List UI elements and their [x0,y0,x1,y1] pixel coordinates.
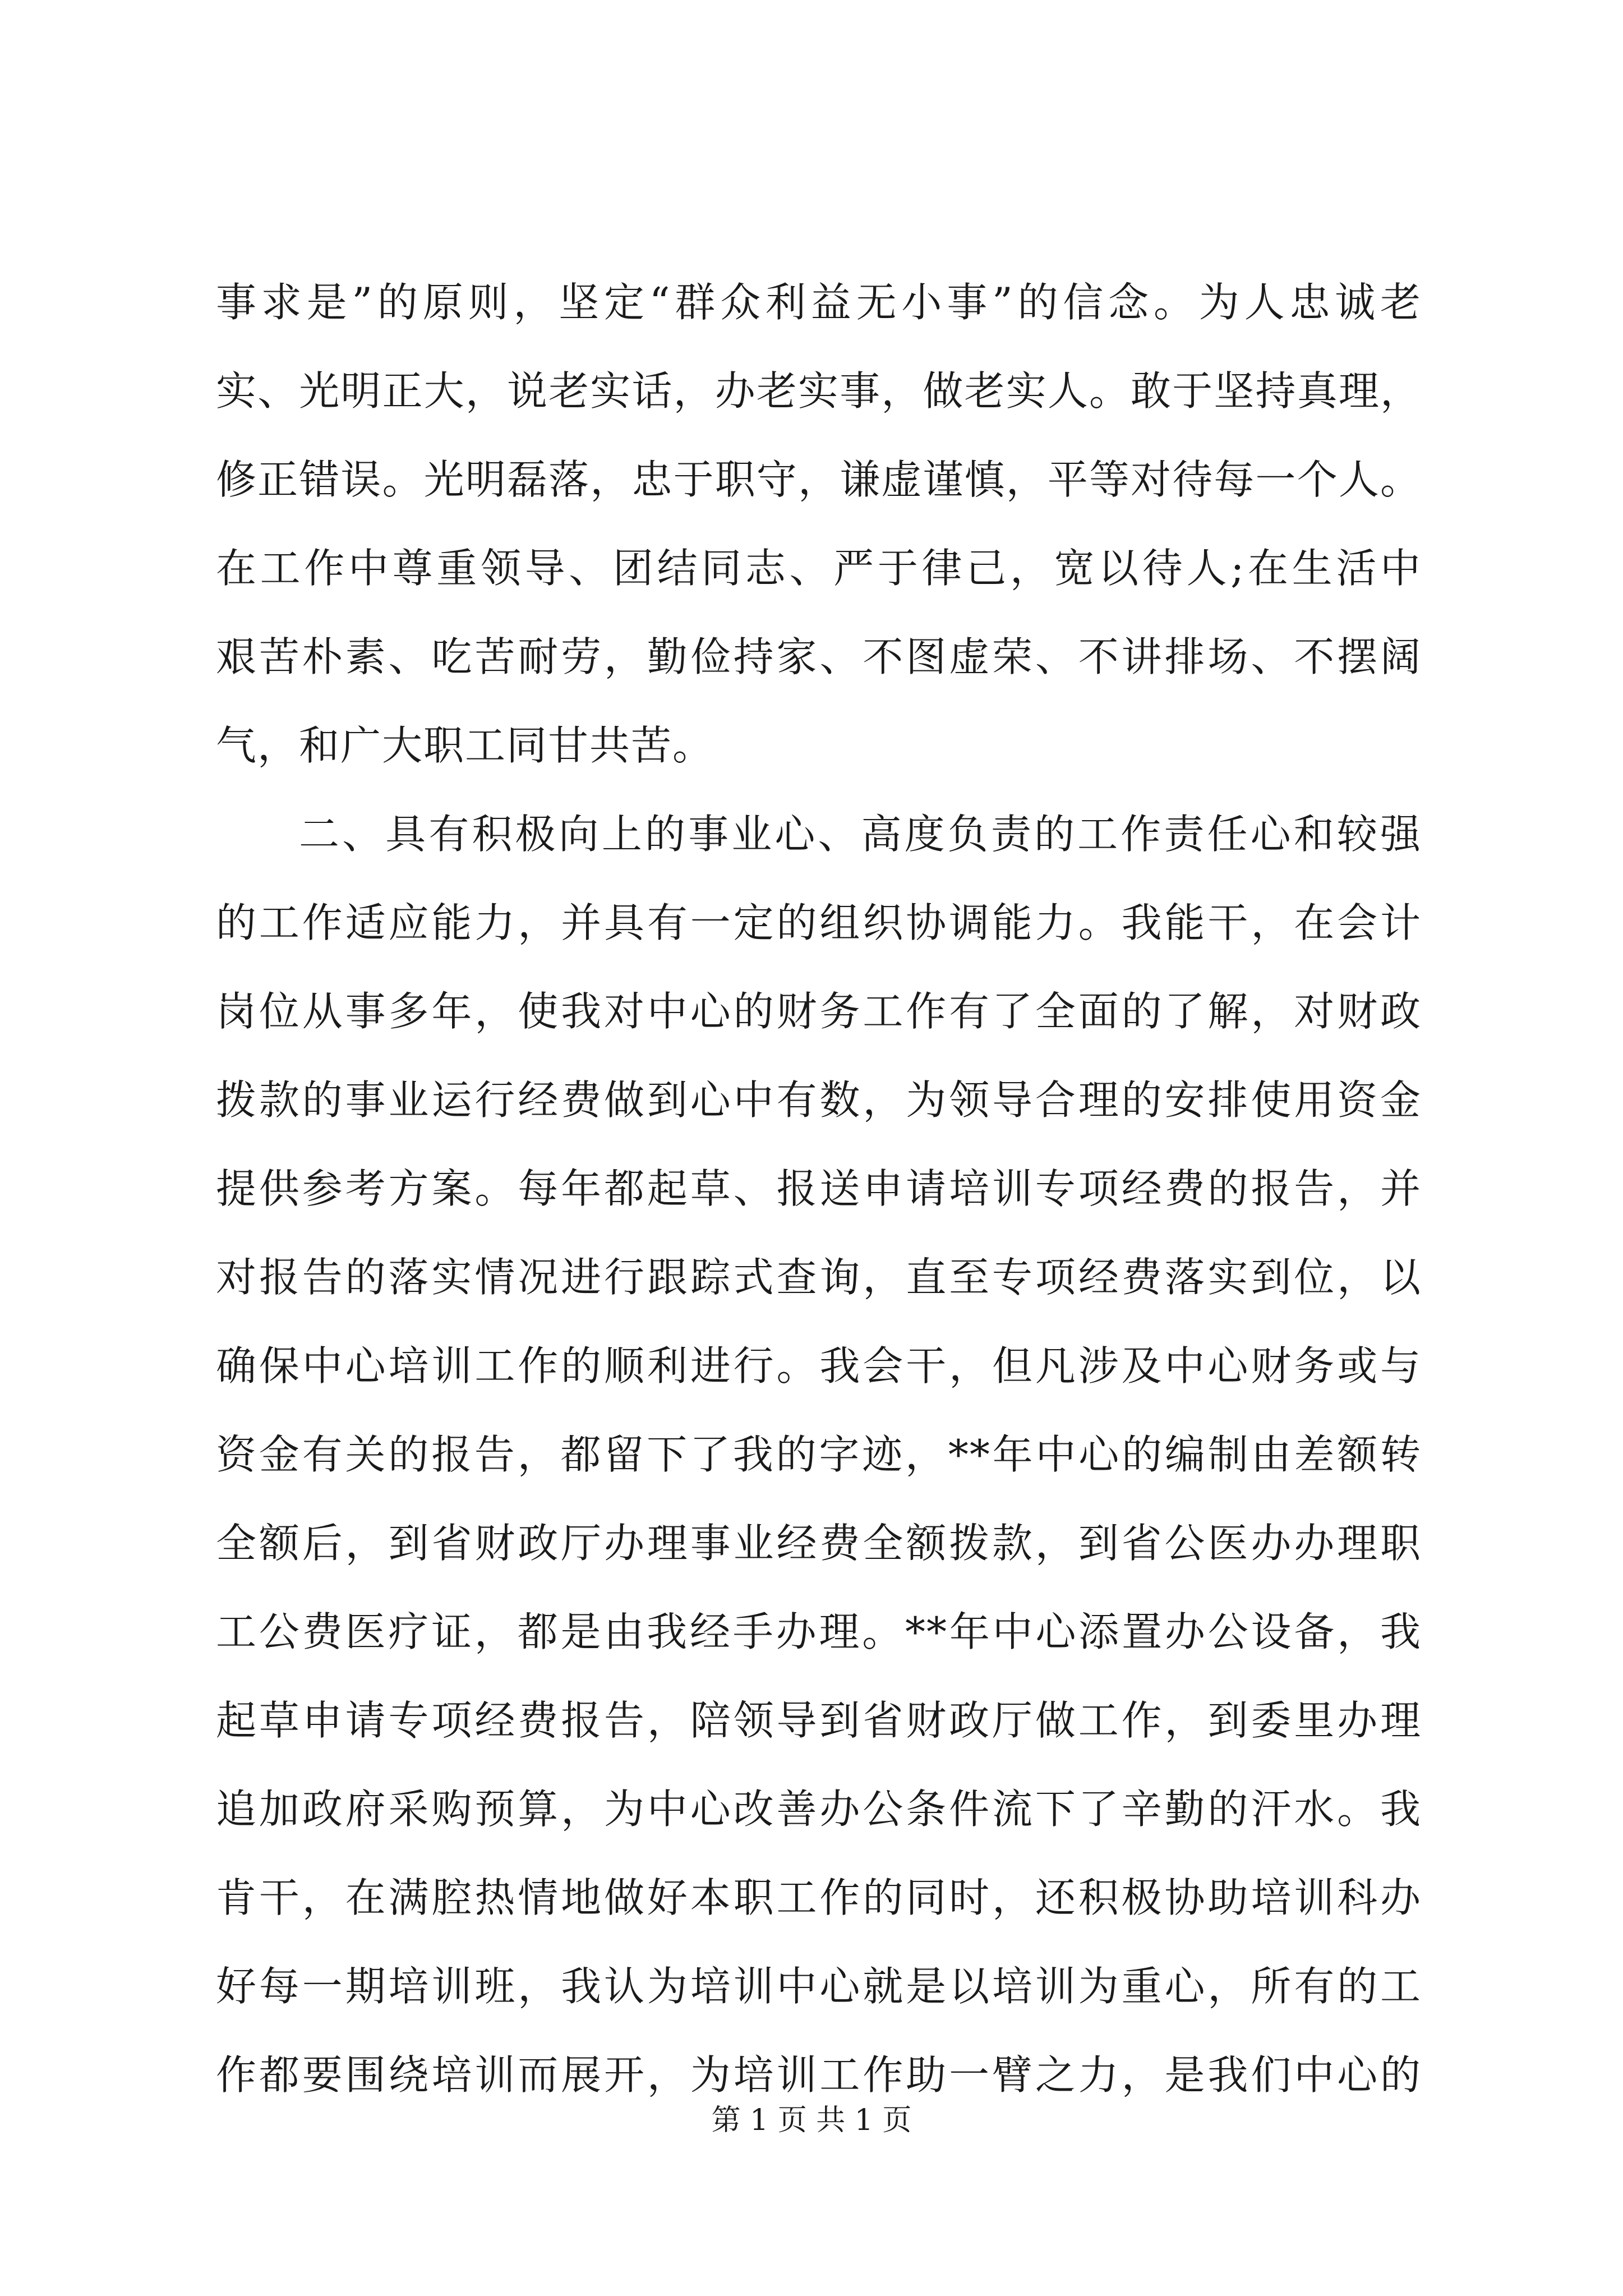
paragraph-1-line: 修正错误。光明磊落，忠于职守，谦虚谨慎，平等对待每一个人。 [216,456,1422,503]
page-footer: 第 1 页 共 1 页 [711,2104,912,2137]
paragraph-1-line: 艰苦朴素、吃苦耐劳，勤俭持家、不图虚荣、不讲排场、不摆阔 [216,633,1422,680]
paragraph-2-line: 好每一期培训班，我认为培训中心就是以培训为重心，所有的工 [216,1963,1422,2010]
paragraph-1-line: 在工作中尊重领导、团结同志、严于律己，宽以待人;在生活中 [216,545,1422,592]
paragraph-2-line: 全额后，到省财政厅办理事业经费全额拨款，到省公医办办理职 [216,1520,1422,1567]
paragraph-2-line: 对报告的落实情况进行跟踪式查询，直至专项经费落实到位，以 [216,1254,1422,1301]
paragraph-2-line: 的工作适应能力，并具有一定的组织协调能力。我能干，在会计 [216,899,1422,946]
paragraph-1-line: 实、光明正大，说老实话，办老实事，做老实人。敢于坚持真理， [216,367,1422,415]
paragraph-2-line: 岗位从事多年，使我对中心的财务工作有了全面的了解，对财政 [216,988,1422,1035]
paragraph-2-line: 追加政府采购预算，为中心改善办公条件流下了辛勤的汗水。我 [216,1786,1422,1833]
paragraph-2-line: 二、具有积极向上的事业心、高度负责的工作责任心和较强 [299,811,1422,858]
paragraph-2-line: 确保中心培训工作的顺利进行。我会干，但凡涉及中心财务或与 [216,1342,1422,1389]
paragraph-1-line: 气，和广大职工同甘共苦。 [216,722,714,769]
document-body [216,258,1422,2119]
paragraph-2-line: 作都要围绕培训而展开，为培训工作助一臂之力，是我们中心的 [216,2051,1422,2099]
paragraph-2-line: 资金有关的报告，都留下了我的字迹，**年中心的编制由差额转 [216,1431,1422,1478]
paragraph-2-line: 肯干，在满腔热情地做好本职工作的同时，还积极协助培训科办 [216,1874,1422,1921]
paragraph-2-line: 提供参考方案。每年都起草、报送申请培训专项经费的报告，并 [216,1165,1422,1212]
paragraph-2-line: 工公费医疗证，都是由我经手办理。**年中心添置办公设备，我 [216,1608,1422,1655]
paragraph-2-line: 拨款的事业运行经费做到心中有数，为领导合理的安排使用资金 [216,1076,1422,1124]
paragraph-1-line: 事求是”的原则，坚定“群众利益无小事”的信念。为人忠诚老 [216,279,1422,326]
paragraph-2-line: 起草申请专项经费报告，陪领导到省财政厅做工作，到委里办理 [216,1697,1422,1744]
